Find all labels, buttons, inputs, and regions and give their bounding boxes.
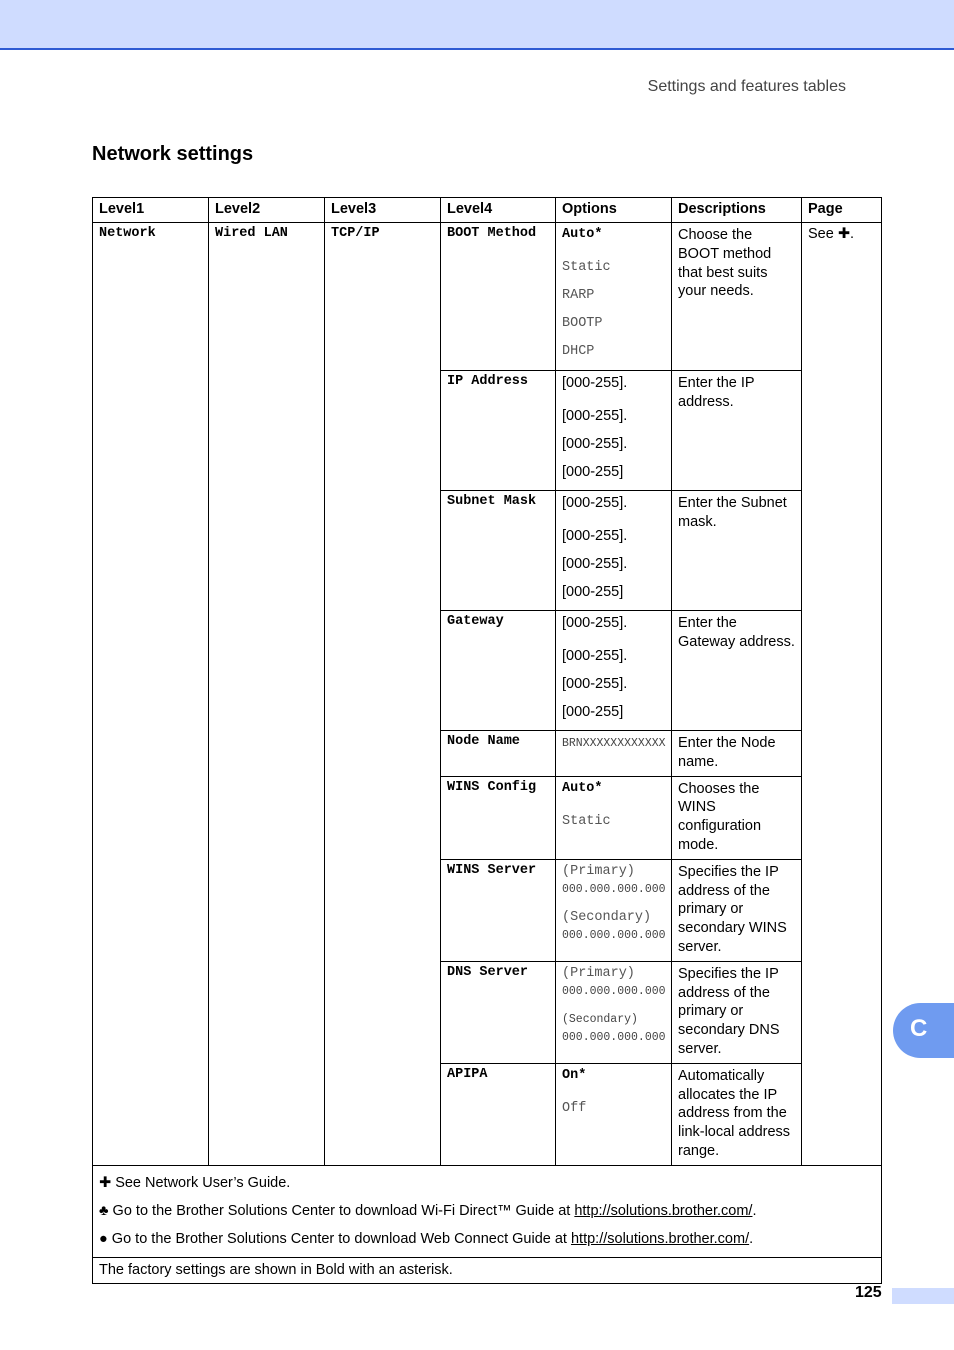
level4-wins-config: WINS Config — [441, 776, 556, 859]
footnote-suffix: . — [749, 1230, 754, 1247]
option-value: Off — [562, 1100, 587, 1116]
appendix-c-tab — [893, 1003, 954, 1058]
options-cell — [556, 371, 672, 491]
option-value: [000-255]. — [562, 408, 628, 424]
header-page: Page — [802, 198, 882, 223]
section-title: Network settings — [92, 143, 254, 165]
footnote-web-connect — [99, 1225, 875, 1253]
running-header: Settings and features tables — [647, 78, 846, 95]
description-cell: Specifies the IP address of the primary or secondary DNS server. — [672, 961, 802, 1063]
solutions-center-link[interactable]: http://solutions.brother.com/ — [574, 1202, 753, 1219]
description-cell: Automatically allocates the IP address from the link-local address range. — [672, 1063, 802, 1165]
page-number-bar — [892, 1288, 954, 1304]
options-cell — [556, 491, 672, 611]
table-header-row — [93, 198, 882, 223]
level4-apipa: APIPA — [441, 1063, 556, 1165]
table-row — [93, 223, 882, 371]
header-options: Options — [556, 198, 672, 223]
options-cell — [556, 1063, 672, 1165]
level4-wins-server: WINS Server — [441, 859, 556, 961]
option-value: BOOTP — [562, 316, 603, 331]
page-number: 125 — [855, 1284, 882, 1301]
club-symbol-icon: ♣ — [99, 1202, 109, 1219]
description-cell: Choose the BOOT method that best suits your needs. — [672, 223, 802, 371]
level4-ip-address: IP Address — [441, 371, 556, 491]
option-value: Auto* — [562, 227, 603, 242]
description-cell: Specifies the IP address of the primary or secondary WINS server. — [672, 859, 802, 961]
option-value: Static — [562, 260, 611, 275]
header-level3: Level3 — [325, 198, 441, 223]
option-value: 000.000.000.000 — [562, 1030, 666, 1044]
factory-note-row — [93, 1257, 882, 1283]
options-cell — [556, 731, 672, 777]
option-value: (Secondary) — [562, 1012, 638, 1026]
option-value: [000-255]. — [562, 648, 628, 664]
options-cell — [556, 859, 672, 961]
level4-boot-method: BOOT Method — [441, 223, 556, 371]
level4-gateway: Gateway — [441, 611, 556, 731]
level4-node-name: Node Name — [441, 731, 556, 777]
header-level2: Level2 — [209, 198, 325, 223]
option-value: [000-255]. — [562, 375, 628, 391]
options-cell — [556, 776, 672, 859]
page-cell — [802, 223, 882, 1166]
option-value: [000-255]. — [562, 615, 628, 631]
option-value: RARP — [562, 288, 595, 303]
level1-cell: Network — [93, 223, 209, 1166]
option-value: BRNXXXXXXXXXXXX — [562, 737, 666, 750]
options-cell — [556, 961, 672, 1063]
bullet-symbol-icon: ● — [99, 1230, 108, 1247]
footnote-suffix: . — [752, 1202, 757, 1219]
option-value: (Primary) — [562, 863, 635, 879]
header-level1: Level1 — [93, 198, 209, 223]
option-value: 000.000.000.000 — [562, 928, 666, 942]
appendix-letter: C — [910, 1015, 928, 1042]
solutions-center-link[interactable]: http://solutions.brother.com/ — [570, 1230, 750, 1247]
footnote-wifi-direct — [99, 1197, 875, 1225]
level4-dns-server: DNS Server — [441, 961, 556, 1063]
description-cell: Enter the IP address. — [672, 371, 802, 491]
description-cell: Enter the Node name. — [672, 731, 802, 777]
option-value: [000-255]. — [562, 528, 628, 544]
footnote-network-guide — [99, 1169, 875, 1197]
level2-cell: Wired LAN — [209, 223, 325, 1166]
page-suffix: . — [850, 226, 855, 242]
option-value: (Primary) — [562, 965, 635, 981]
page-see-text: See — [808, 226, 834, 242]
header-level4: Level4 — [441, 198, 556, 223]
option-value: [000-255] — [562, 584, 624, 600]
option-value: [000-255]. — [562, 495, 628, 511]
option-value: [000-255]. — [562, 556, 628, 572]
cross-symbol-icon: ✚ — [99, 1174, 112, 1191]
factory-settings-note: The factory settings are shown in Bold with an asterisk. — [93, 1257, 882, 1283]
top-header-band — [0, 0, 954, 50]
cross-symbol-icon: ✚ — [837, 226, 850, 242]
footnotes-row — [93, 1165, 882, 1257]
level3-cell: TCP/IP — [325, 223, 441, 1166]
option-value: [000-255]. — [562, 436, 628, 452]
options-cell — [556, 611, 672, 731]
option-value: 000.000.000.000 — [562, 984, 666, 998]
option-value: (Secondary) — [562, 909, 652, 925]
option-value: [000-255]. — [562, 676, 628, 692]
description-cell: Enter the Subnet mask. — [672, 491, 802, 611]
option-value: Auto* — [562, 780, 603, 796]
footnote-text: Go to the Brother Solutions Center to download Wi-Fi Direct™ Guide at — [112, 1202, 571, 1219]
footnote-text: See Network User’s Guide. — [115, 1174, 291, 1191]
description-cell: Chooses the WINS configuration mode. — [672, 776, 802, 859]
options-cell — [556, 223, 672, 371]
option-value: Static — [562, 813, 611, 829]
header-descriptions: Descriptions — [672, 198, 802, 223]
network-settings-table — [92, 197, 882, 1284]
description-cell: Enter the Gateway address. — [672, 611, 802, 731]
level4-subnet-mask: Subnet Mask — [441, 491, 556, 611]
option-value: DHCP — [562, 344, 595, 359]
option-value: [000-255] — [562, 464, 624, 480]
option-value: 000.000.000.000 — [562, 882, 666, 896]
option-value: On* — [562, 1067, 587, 1083]
option-value: [000-255] — [562, 704, 624, 720]
footnote-text: Go to the Brother Solutions Center to download Web Connect Guide at — [111, 1230, 567, 1247]
